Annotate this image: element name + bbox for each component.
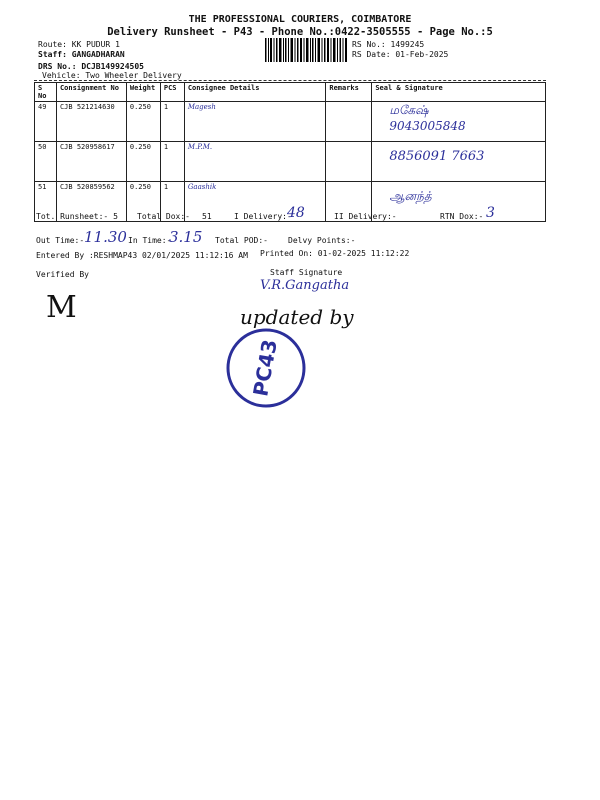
rtn-dox-value: 3 (486, 205, 495, 221)
runsheet-subtitle: Delivery Runsheet - P43 - Phone No.:0422-3505555 - Page No.:5 (107, 26, 493, 38)
row-sno: 51 (35, 182, 57, 222)
row-consignment: CJB 520958617 (56, 142, 126, 182)
rtn-dox-label: RTN Dox:- (440, 212, 484, 221)
i-delivery-value: 48 (287, 205, 305, 221)
printed-on: Printed On: 01-02-2025 11:12:22 (260, 249, 410, 258)
row-pcs: 1 (160, 182, 184, 222)
rs-date: RS Date: 01-Feb-2025 (352, 50, 449, 59)
col-consignment: Consignment No (56, 83, 126, 102)
col-sno: S No (35, 83, 57, 102)
total-pod-label: Total POD:- (215, 236, 268, 245)
verified-mark: M (46, 290, 77, 325)
col-consignee: Consignee Details (184, 83, 326, 102)
ii-delivery-label: II Delivery:- (334, 212, 397, 221)
row-consignee: Magesh (184, 102, 326, 142)
staff: Staff: GANGADHARAN (38, 50, 125, 59)
table-row (35, 102, 546, 142)
row-weight: 0.250 (126, 182, 160, 222)
row-weight: 0.250 (126, 102, 160, 142)
stamp-text: PC43 (248, 337, 282, 399)
tot-runsheet: Tot. Runsheet:- 5 (36, 212, 118, 221)
in-time-label: In Time:- (128, 236, 172, 245)
barcode (265, 38, 347, 62)
route: Route: KK PUDUR 1 (38, 40, 120, 49)
col-remarks: Remarks (326, 83, 372, 102)
table-header-row (35, 83, 546, 102)
row-consignment: CJB 521214630 (56, 102, 126, 142)
total-dox-value: 51 (202, 212, 212, 221)
staff-signature-label: Staff Signature (270, 268, 343, 277)
row-weight: 0.250 (126, 142, 160, 182)
total-dox-label: Total Dox:- (137, 212, 190, 221)
row-pcs: 1 (160, 142, 184, 182)
col-signature: Seal & Signature (372, 83, 546, 102)
row-signature-cell (372, 102, 546, 142)
handwritten-phone: 8856091 7663 (389, 149, 485, 164)
row-consignee: Gaashik (184, 182, 326, 222)
verified-by-label: Verified By (36, 270, 89, 279)
row-pcs: 1 (160, 102, 184, 142)
divider (34, 80, 546, 81)
drs-no: DRS No.: DCJB149924505 (38, 62, 144, 71)
handwritten-signature: மகேஷ் (389, 103, 429, 117)
delvy-points-label: Delvy Points:- (288, 236, 356, 245)
col-weight: Weight (126, 83, 160, 102)
rs-no: RS No.: 1499245 (352, 40, 425, 49)
runsheet-table (34, 82, 546, 222)
staff-signature-hand: V.R.Gangatha (260, 278, 350, 293)
handwritten-phone: 9043005848 (389, 119, 466, 133)
row-remarks (326, 102, 372, 142)
i-delivery-label: I Delivery:- (234, 212, 292, 221)
row-sno: 49 (35, 102, 57, 142)
updated-by-note: updated by (240, 305, 354, 329)
out-time-value: 11.30 (84, 228, 127, 246)
row-consignment: CJB 520859562 (56, 182, 126, 222)
row-consignee: M.P.M. (184, 142, 326, 182)
vehicle: Vehicle: Two Wheeler Delivery (42, 71, 182, 80)
row-remarks (326, 142, 372, 182)
table-row (35, 142, 546, 182)
row-signature-cell (372, 142, 546, 182)
handwritten-signature: ஆனந்த் (389, 189, 432, 203)
row-sno: 50 (35, 142, 57, 182)
in-time-value: 3.15 (169, 228, 203, 246)
pc43-stamp (224, 326, 308, 410)
out-time-label: Out Time:- (36, 236, 85, 245)
company-title: THE PROFESSIONAL COURIERS, COIMBATORE (188, 14, 412, 25)
entered-by: Entered By :RESHMAP43 02/01/2025 11:12:16 AM (36, 251, 248, 260)
col-pcs: PCS (160, 83, 184, 102)
